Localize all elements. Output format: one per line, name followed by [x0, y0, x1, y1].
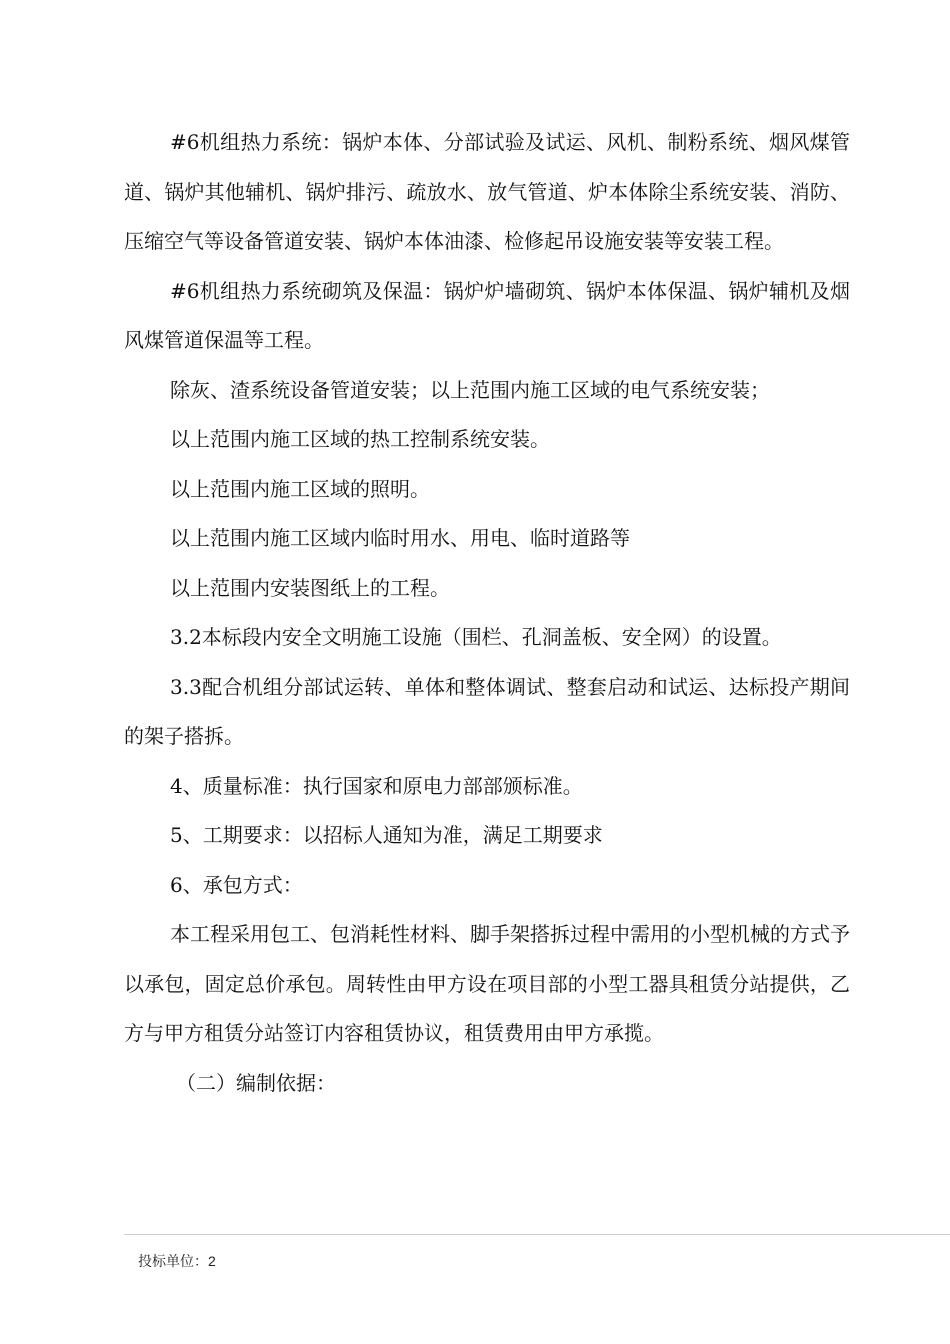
paragraph-quality-standard: 4、质量标准：执行国家和原电力部部颁标准。: [170, 773, 583, 798]
paragraph-masonry-insulation: #6机组热力系统砌筑及保温：锅炉炉墙砌筑、锅炉本体保温、锅炉辅机及烟风煤管道保温等工程。: [124, 278, 850, 352]
paragraph-safety-facilities: 3.2本标段内安全文明施工设施（围栏、孔洞盖板、安全网）的设置。: [170, 625, 782, 649]
paragraph-unit6-thermal-system: #6机组热力系统：锅炉本体、分部试验及试运、风机、制粉系统、烟风煤管道、锅炉其他辅机、锅炉排污、疏放水、放气管道、炉本体除尘系统安装、消防、压缩空气等设备管道安装、锅炉本体油漆、检修起吊设施安装等安装工程。: [124, 130, 850, 253]
paragraph-temporary-utilities: 以上范围内施工区域内临时用水、用电、临时道路等: [170, 526, 630, 550]
paragraph-schedule: 5、工期要求：以招标人通知为准，满足工期要求: [170, 823, 603, 847]
paragraph-drawings-scope: 以上范围内安装图纸上的工程。: [170, 575, 450, 600]
document-body: [124, 118, 850, 1108]
footer-bidder-page: 投标单位：2: [138, 1253, 216, 1269]
paragraph-contract-method: 本工程采用包工、包消耗性材料、脚手架搭拆过程中需用的小型机械的方式予以承包，固定总价承包。周转性由甲方设在项目部的小型工器具租赁分站提供，乙方与甲方租赁分站签订内容租赁协议，租赁费用由甲方承揽。: [124, 922, 850, 1045]
paragraph-lighting: 以上范围内施工区域的照明。: [170, 476, 430, 501]
footer-divider: [124, 1234, 950, 1235]
paragraph-scaffold-support: 3.3配合机组分部试运转、单体和整体调试、整套启动和试运、达标投产期间的架子搭拆。: [124, 674, 850, 748]
section-heading-basis: （二）编制依据：: [176, 1070, 336, 1095]
paragraph-contract-method-heading: 6、承包方式：: [170, 872, 303, 897]
paragraph-thermal-control: 以上范围内施工区域的热工控制系统安装。: [170, 427, 550, 451]
paragraph-ash-slag-system: 除灰、渣系统设备管道安装；以上范围内施工区域的电气系统安装；: [170, 377, 770, 402]
